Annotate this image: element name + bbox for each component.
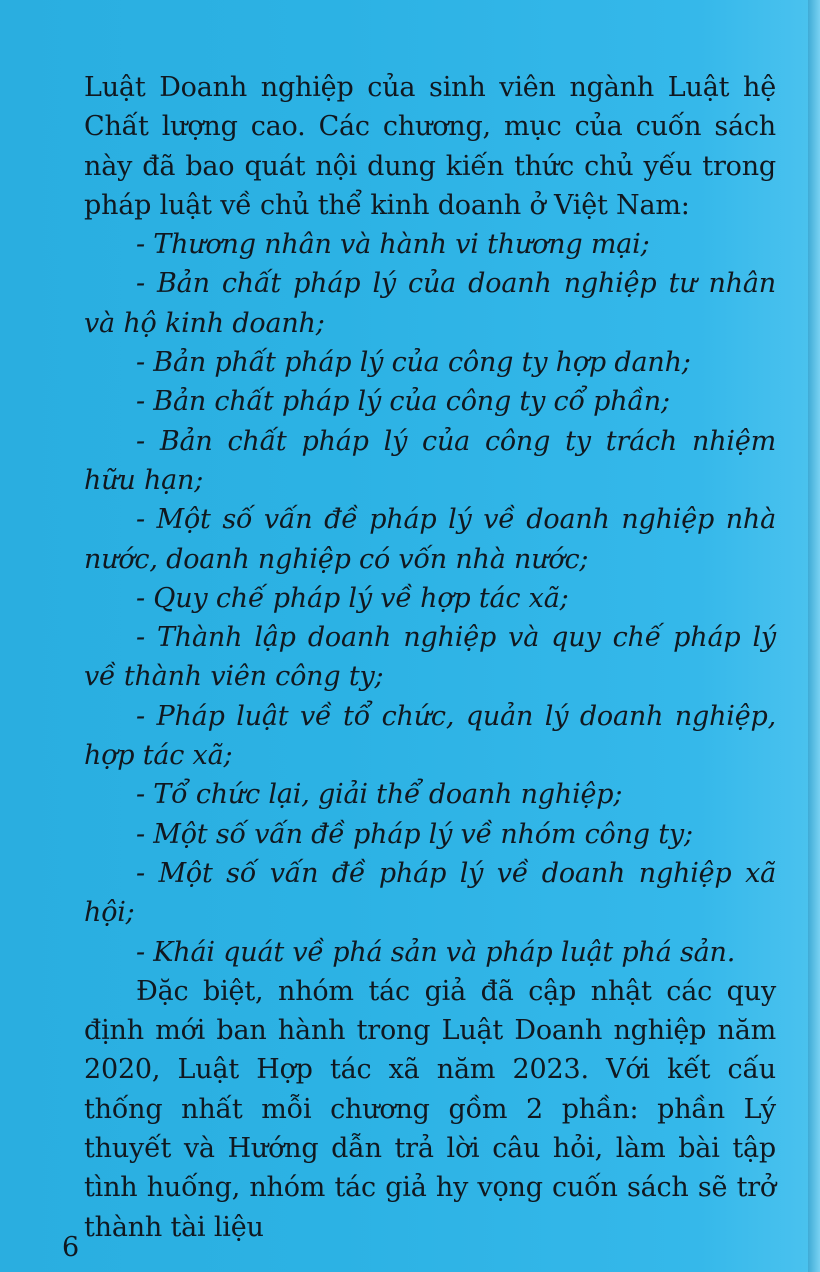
list-item: - Pháp luật về tổ chức, quản lý doanh nghiệp, hợp tác xã; bbox=[84, 700, 776, 772]
list-item: - Bản chất pháp lý của doanh nghiệp tư nhân và hộ kinh doanh; bbox=[84, 268, 776, 339]
list-item: - Một số vấn đề pháp lý về nhóm công ty; bbox=[136, 818, 693, 850]
intro-paragraph: Luật Doanh nghiệp của sinh viên ngành Luật hệ Chất lượng cao. Các chương, mục của cuốn sách này đã bao quát nội dung kiến thức chủ yếu trong pháp luật về chủ thể kinh doanh ở Việt Nam: bbox=[84, 72, 776, 221]
list-item: - Tổ chức lại, giải thể doanh nghiệp; bbox=[136, 779, 623, 811]
topic-list bbox=[84, 225, 776, 972]
body-text bbox=[84, 68, 776, 1247]
closing-paragraph: Đặc biệt, nhóm tác giả đã cập nhật các quy định mới ban hành trong Luật Doanh nghiệp năm 2020, Luật Hợp tác xã năm 2023. Với kết cấu thống nhất mỗi chương gồm 2 phần: phần Lý thuyết và Hướng dẫn trả lời câu hỏi, làm bài tập tình huống, nhóm tác giả hy vọng cuốn sách sẽ trở thành tài liệu bbox=[84, 975, 776, 1243]
list-item: - Quy chế pháp lý về hợp tác xã; bbox=[136, 582, 569, 614]
list-item: - Thương nhân và hành vi thương mại; bbox=[136, 229, 650, 261]
list-item: - Một số vấn đề pháp lý về doanh nghiệp xã hội; bbox=[84, 857, 776, 929]
list-item: - Bản chất pháp lý của công ty cổ phần; bbox=[136, 386, 670, 418]
list-item: - Một số vấn đề pháp lý về doanh nghiệp nhà nước, doanh nghiệp có vốn nhà nước; bbox=[84, 504, 776, 575]
list-item: - Thành lập doanh nghiệp và quy chế pháp lý về thành viên công ty; bbox=[84, 622, 776, 693]
list-item: - Bản phất pháp lý của công ty hợp danh; bbox=[136, 347, 691, 379]
list-item: - Khái quát về phá sản và pháp luật phá sản. bbox=[136, 936, 736, 968]
page-edge bbox=[808, 0, 820, 1272]
list-item: - Bản chất pháp lý của công ty trách nhiệm hữu hạn; bbox=[84, 425, 776, 496]
page-number: 6 bbox=[62, 1232, 80, 1263]
